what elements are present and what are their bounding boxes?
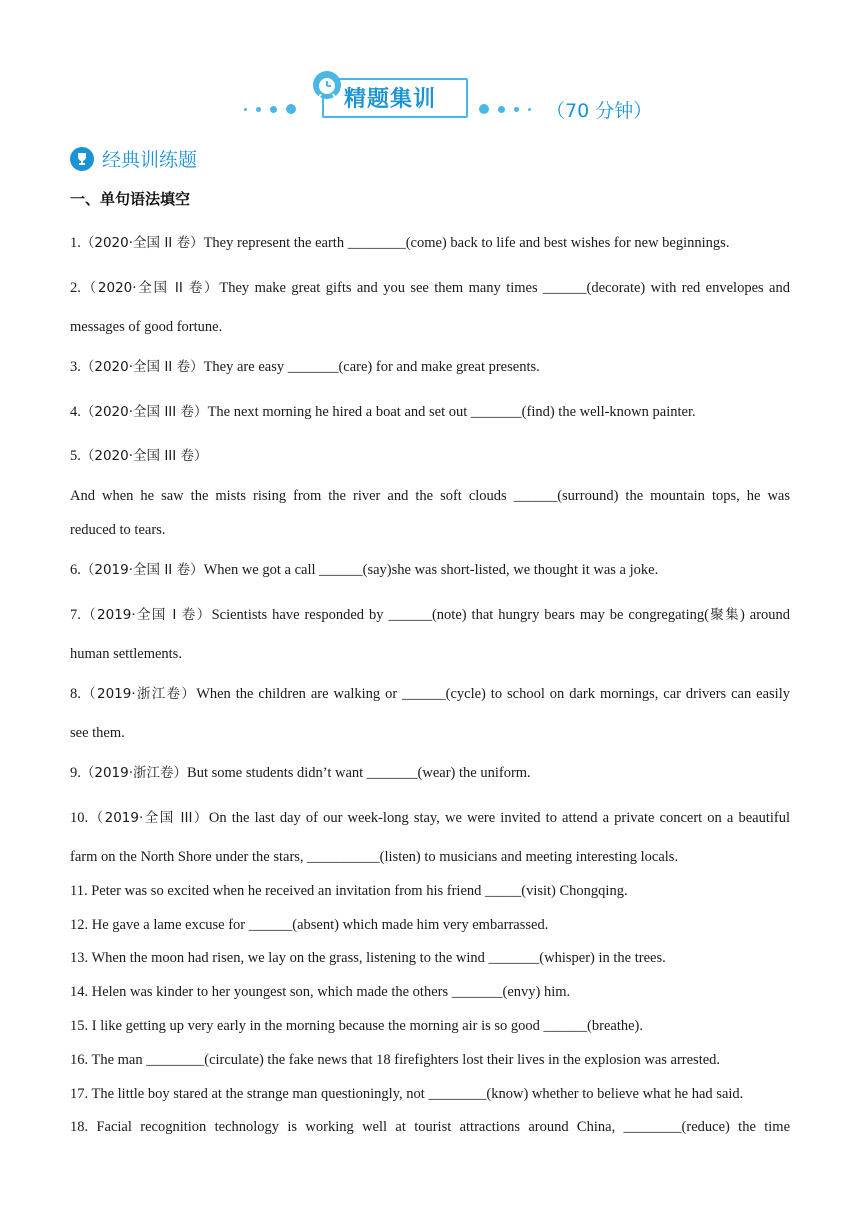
question-number: 2. xyxy=(70,280,81,296)
question-source: （2019·浙江卷） xyxy=(80,765,188,781)
question-number: 6. xyxy=(70,562,81,578)
question-text: On the last day of our week-long stay, we were invited to attend a private concert on a beautiful xyxy=(208,810,790,826)
trophy-icon xyxy=(70,147,94,171)
question-number: 5. xyxy=(70,448,81,464)
question-source: （2019·浙江卷） xyxy=(80,686,197,702)
question-text: But some students didn’t want _______(wear) the uniform. xyxy=(187,765,531,781)
decorative-dots-left xyxy=(244,104,296,114)
question-7-continued: human settlements. xyxy=(70,646,182,662)
question-5 xyxy=(70,447,790,466)
question-text: They are easy _______(care) for and make great presents. xyxy=(203,359,540,375)
question-text: They represent the earth ________(come) back to life and best wishes for new beginnings. xyxy=(203,235,730,251)
question-source: （2019·全国 I 卷） xyxy=(80,607,212,623)
question-text: The next morning he hired a boat and set out _______(find) the well-known painter. xyxy=(207,404,696,420)
question-8 xyxy=(70,685,790,704)
question-source: （2020·全国 III 卷） xyxy=(80,404,208,420)
question-12: 12. He gave a lame excuse for ______(absent) which made him very embarrassed. xyxy=(70,917,549,933)
question-18: 18. Facial recognition technology is working well at tourist attractions around China, ________(reduce) the time xyxy=(70,1119,790,1135)
question-text: They make great gifts and you see them many times ______(decorate) with red envelopes and xyxy=(219,280,790,296)
question-10 xyxy=(70,809,790,828)
question-9 xyxy=(70,764,790,783)
question-16: 16. The man ________(circulate) the fake news that 18 firefighters lost their lives in the explosion was arrested. xyxy=(70,1052,721,1068)
question-5-text: And when he saw the mists rising from the river and the soft clouds ______(surround) the mountain tops, he was xyxy=(70,488,790,504)
question-source: （2020·全国 II 卷） xyxy=(80,235,204,251)
question-13: 13. When the moon had risen, we lay on the grass, listening to the wind _______(whisper) in the trees. xyxy=(70,950,666,966)
question-number: 8. xyxy=(70,686,81,702)
question-10-continued: farm on the North Shore under the stars, __________(listen) to musicians and meeting interesting locals. xyxy=(70,849,679,865)
question-text: When the children are walking or ______(cycle) to school on dark mornings, car drivers can easily xyxy=(196,686,790,702)
question-3 xyxy=(70,358,790,377)
chinese-gloss: 聚集 xyxy=(708,607,740,623)
part-title: 一、单句语法填空 xyxy=(70,190,191,208)
section-title: 经典训练题 xyxy=(102,149,198,171)
question-15: 15. I like getting up very early in the morning because the morning air is so good ______(breathe). xyxy=(70,1018,644,1034)
question-text-end: ) around xyxy=(739,607,791,623)
question-number: 3. xyxy=(70,359,81,375)
question-14: 14. Helen was kinder to her youngest son, which made the others _______(envy) him. xyxy=(70,984,571,1000)
question-4 xyxy=(70,403,790,422)
question-7 xyxy=(70,606,790,625)
question-1 xyxy=(70,234,790,253)
page-title: 精题集训 xyxy=(344,87,437,112)
question-11: 11. Peter was so excited when he received an invitation from his friend _____(visit) Chongqing. xyxy=(70,883,628,899)
alarm-clock-icon xyxy=(312,70,342,100)
question-number: 9. xyxy=(70,765,81,781)
decorative-dots-right xyxy=(479,104,531,114)
question-source: （2020·全国 II 卷） xyxy=(80,359,204,375)
question-source: （2020·全国 III 卷） xyxy=(80,448,208,464)
question-number: 1. xyxy=(70,235,81,251)
question-text: Scientists have responded by ______(note) that hungry bears may be congregating( xyxy=(211,607,709,623)
question-source: （2019·全国 II 卷） xyxy=(80,562,204,578)
question-5-continued: reduced to tears. xyxy=(70,522,166,538)
question-8-continued: see them. xyxy=(70,725,125,741)
question-17: 17. The little boy stared at the strange man questioningly, not ________(know) whether to believe what he had said. xyxy=(70,1086,744,1102)
question-6 xyxy=(70,561,790,580)
question-2-continued: messages of good fortune. xyxy=(70,319,223,335)
time-limit: （70 分钟） xyxy=(546,100,653,122)
question-number: 7. xyxy=(70,607,81,623)
question-number: 10. xyxy=(70,810,89,826)
question-text: When we got a call ______(say)she was short-listed, we thought it was a joke. xyxy=(203,562,659,578)
question-source: （2020·全国 II 卷） xyxy=(80,280,220,296)
question-number: 4. xyxy=(70,404,81,420)
question-2 xyxy=(70,279,790,298)
question-source: （2019·全国 III） xyxy=(88,810,209,826)
